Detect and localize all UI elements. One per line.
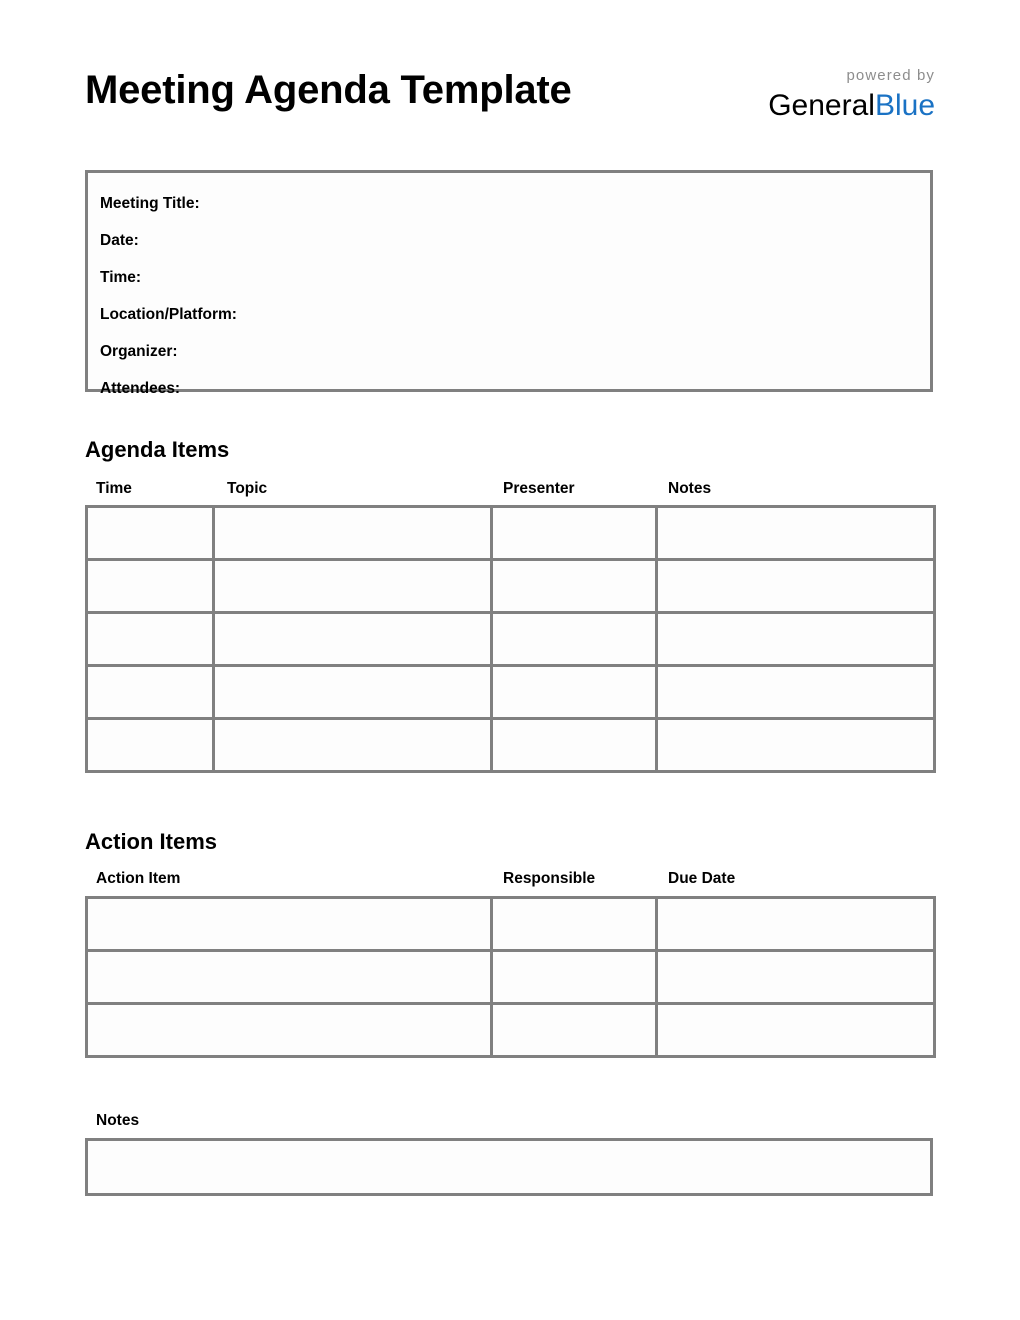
page-title: Meeting Agenda Template [85,68,572,112]
agenda-cell-time[interactable] [87,613,214,666]
agenda-cell-time[interactable] [87,719,214,772]
notes-heading: Notes [96,1112,140,1129]
table-row [87,507,935,560]
info-label: Attendees: [100,380,181,397]
action-items-heading: Action Items [85,829,218,854]
action-cell-responsible[interactable] [492,1004,657,1057]
table-row [87,719,935,772]
agenda-cell-notes[interactable] [657,666,935,719]
action-cell-responsible[interactable] [492,951,657,1004]
agenda-cell-presenter[interactable] [492,719,657,772]
agenda-items-heading: Agenda Items [85,437,230,462]
info-field-time[interactable] [88,259,930,296]
agenda-cell-presenter[interactable] [492,560,657,613]
agenda-cell-notes[interactable] [657,613,935,666]
agenda-cell-topic[interactable] [214,666,492,719]
agenda-cell-presenter[interactable] [492,666,657,719]
notes-input-box[interactable] [85,1138,933,1196]
action-column-header-due-date: Due Date [668,870,736,887]
brand-name-general: General [768,89,875,122]
info-label: Time: [100,269,142,286]
agenda-items-table [85,505,936,773]
brand-name [768,89,935,123]
powered-by-label: powered by [846,67,935,84]
info-label: Meeting Title: [100,195,200,212]
action-cell-due-date[interactable] [657,898,935,951]
action-column-header-responsible: Responsible [503,870,596,887]
action-column-header-action-item: Action Item [96,870,181,887]
agenda-column-header-notes: Notes [668,480,712,497]
info-label: Organizer: [100,343,178,360]
info-field-location-platform[interactable] [88,296,930,333]
table-row [87,666,935,719]
agenda-cell-topic[interactable] [214,719,492,772]
agenda-cell-topic[interactable] [214,560,492,613]
action-column-headers [85,868,933,890]
agenda-column-header-topic: Topic [227,480,268,497]
action-cell-responsible[interactable] [492,898,657,951]
agenda-column-header-time: Time [96,480,132,497]
info-field-meeting-title[interactable] [88,185,930,222]
info-field-date[interactable] [88,222,930,259]
brand-logo [768,68,935,123]
info-label: Location/Platform: [100,306,237,323]
info-field-organizer[interactable] [88,333,930,370]
action-cell-item[interactable] [87,1004,492,1057]
agenda-cell-time[interactable] [87,666,214,719]
action-cell-item[interactable] [87,951,492,1004]
info-label: Date: [100,232,139,249]
agenda-cell-topic[interactable] [214,507,492,560]
agenda-cell-notes[interactable] [657,507,935,560]
agenda-cell-notes[interactable] [657,560,935,613]
agenda-cell-time[interactable] [87,560,214,613]
table-row [87,560,935,613]
action-cell-due-date[interactable] [657,951,935,1004]
meeting-info-box [85,170,933,397]
table-row [87,613,935,666]
agenda-cell-notes[interactable] [657,719,935,772]
action-cell-item[interactable] [87,898,492,951]
table-row [87,898,935,951]
info-field-attendees[interactable] [88,370,930,407]
action-items-table [85,896,936,1058]
agenda-cell-time[interactable] [87,507,214,560]
agenda-column-header-presenter: Presenter [503,480,575,497]
agenda-column-headers [85,478,933,500]
action-cell-due-date[interactable] [657,1004,935,1057]
table-row [87,951,935,1004]
agenda-cell-topic[interactable] [214,613,492,666]
agenda-cell-presenter[interactable] [492,507,657,560]
notes-heading-row [85,1110,933,1132]
brand-name-blue: Blue [874,89,935,122]
agenda-cell-presenter[interactable] [492,613,657,666]
table-row [87,1004,935,1057]
document-header [85,62,935,140]
